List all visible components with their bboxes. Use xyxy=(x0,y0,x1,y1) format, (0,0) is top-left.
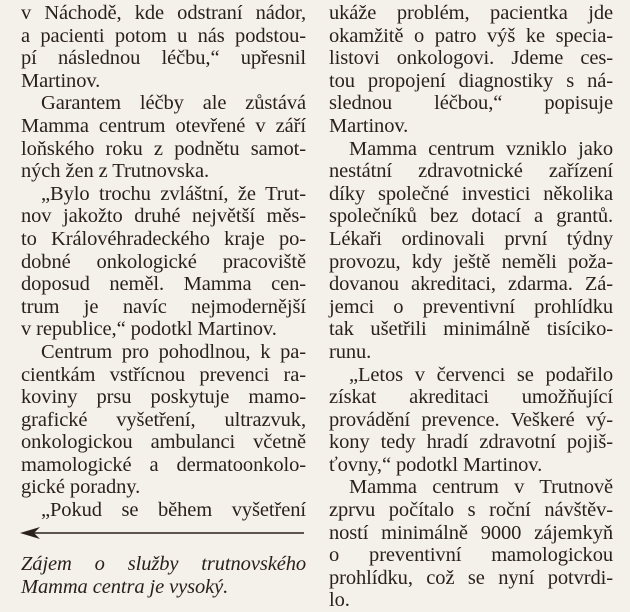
text-line: ukáže problém, pacientka jde xyxy=(329,2,613,24)
text-line: grafické vyšetření, ultrazvuk, xyxy=(21,408,306,431)
text-line: slednou léčbou,“ popisuje xyxy=(329,92,613,115)
text-line: Lékaři ordinovali první týdny xyxy=(329,227,613,250)
text-line: mamologické a dermatoonkolo- xyxy=(21,453,306,476)
text-line: společníků bez dotací a grantů. xyxy=(329,205,613,228)
text-line: v Náchodě, kde odstraní nádor, xyxy=(21,2,306,24)
text-line: Martinov. xyxy=(329,114,409,137)
text-line: ností minimálně 9000 zájemkyň xyxy=(329,521,613,544)
text-line: trum je navíc nejmodernější xyxy=(21,295,306,318)
text-line: runu. xyxy=(329,340,372,363)
text-line: a pacienti potom u nás podstou- xyxy=(21,24,306,47)
text-line: gické poradny. xyxy=(21,476,141,499)
text-line: Mamma centrum v Trutnově xyxy=(349,476,613,499)
photo-caption xyxy=(21,553,306,598)
text-line: loňského roku z podnětu samot- xyxy=(21,137,306,160)
text-line: v republice,“ podotkl Martinov. xyxy=(21,318,277,341)
text-line: Centrum pro pohodlnou, k pa- xyxy=(41,340,306,363)
text-line: dovanou akreditaci, zdarma. Zá- xyxy=(329,273,613,296)
text-line: pí následnou léčbu,“ upřesnil xyxy=(21,47,306,70)
arrow-left-icon xyxy=(20,526,304,540)
text-line: „Pokud se během vyšetření xyxy=(41,499,306,522)
text-line: koviny prsu poskytuje mamo- xyxy=(21,386,306,409)
text-line: získat akreditaci umožňující xyxy=(329,386,613,409)
text-line: o preventivní mamologickou xyxy=(329,544,613,567)
text-line: jemci o preventivní prohlídku xyxy=(329,295,613,318)
text-line: listovi onkologovi. Jdeme ces- xyxy=(329,47,613,70)
text-line: kony tedy hradí zdravotní pojiš- xyxy=(329,431,613,454)
text-line: zprvu počítalo s roční návštěv- xyxy=(329,499,613,522)
text-line: cientkám vstřícnou prevenci ra- xyxy=(21,363,306,386)
text-line: nestátní zdravotnické zařízení xyxy=(329,160,613,183)
text-line: lo. xyxy=(329,589,350,612)
text-line: díky společné investici několika xyxy=(329,182,613,205)
article-column-left xyxy=(21,2,306,522)
text-line: tou propojení diagnostiky s ná- xyxy=(329,69,613,92)
text-line: „Bylo trochu zvláštní, že Trut- xyxy=(41,182,306,205)
text-line: ťovny,“ podotkl Martinov. xyxy=(329,453,543,476)
text-line: tak ušetřili minimálně tisíciko- xyxy=(329,318,613,341)
text-line: dobné onkologické pracoviště xyxy=(21,250,306,273)
text-line: Garantem léčby ale zůstává xyxy=(41,92,306,115)
article-column-right xyxy=(329,2,613,612)
text-line: nov jakožto druhé největší měs- xyxy=(21,205,306,228)
text-line: Zájem o služby trutnovského xyxy=(21,553,306,575)
text-line: Mamma centrum otevřené v září xyxy=(21,114,306,137)
text-line: onkologickou ambulanci včetně xyxy=(21,431,306,454)
text-line: doposud neměl. Mamma cen- xyxy=(21,273,306,296)
text-line: to Královéhradeckého kraje po- xyxy=(21,227,306,250)
text-line: provádění prevence. Veškeré vý- xyxy=(329,408,613,431)
text-line: „Letos v červenci se podařilo xyxy=(349,363,613,386)
text-line: Mamma centra je vysoký. xyxy=(21,575,229,598)
text-line: okamžitě o patro výš ke specia- xyxy=(329,24,613,47)
text-line: prohlídku, což se nyní potvrdi- xyxy=(329,566,613,589)
text-line: ných žen z Trutnovska. xyxy=(21,160,209,183)
text-line: Martinov. xyxy=(21,69,101,92)
text-line: Mamma centrum vzniklo jako xyxy=(349,137,613,160)
text-line: provozu, kdy ještě neměli poža- xyxy=(329,250,613,273)
